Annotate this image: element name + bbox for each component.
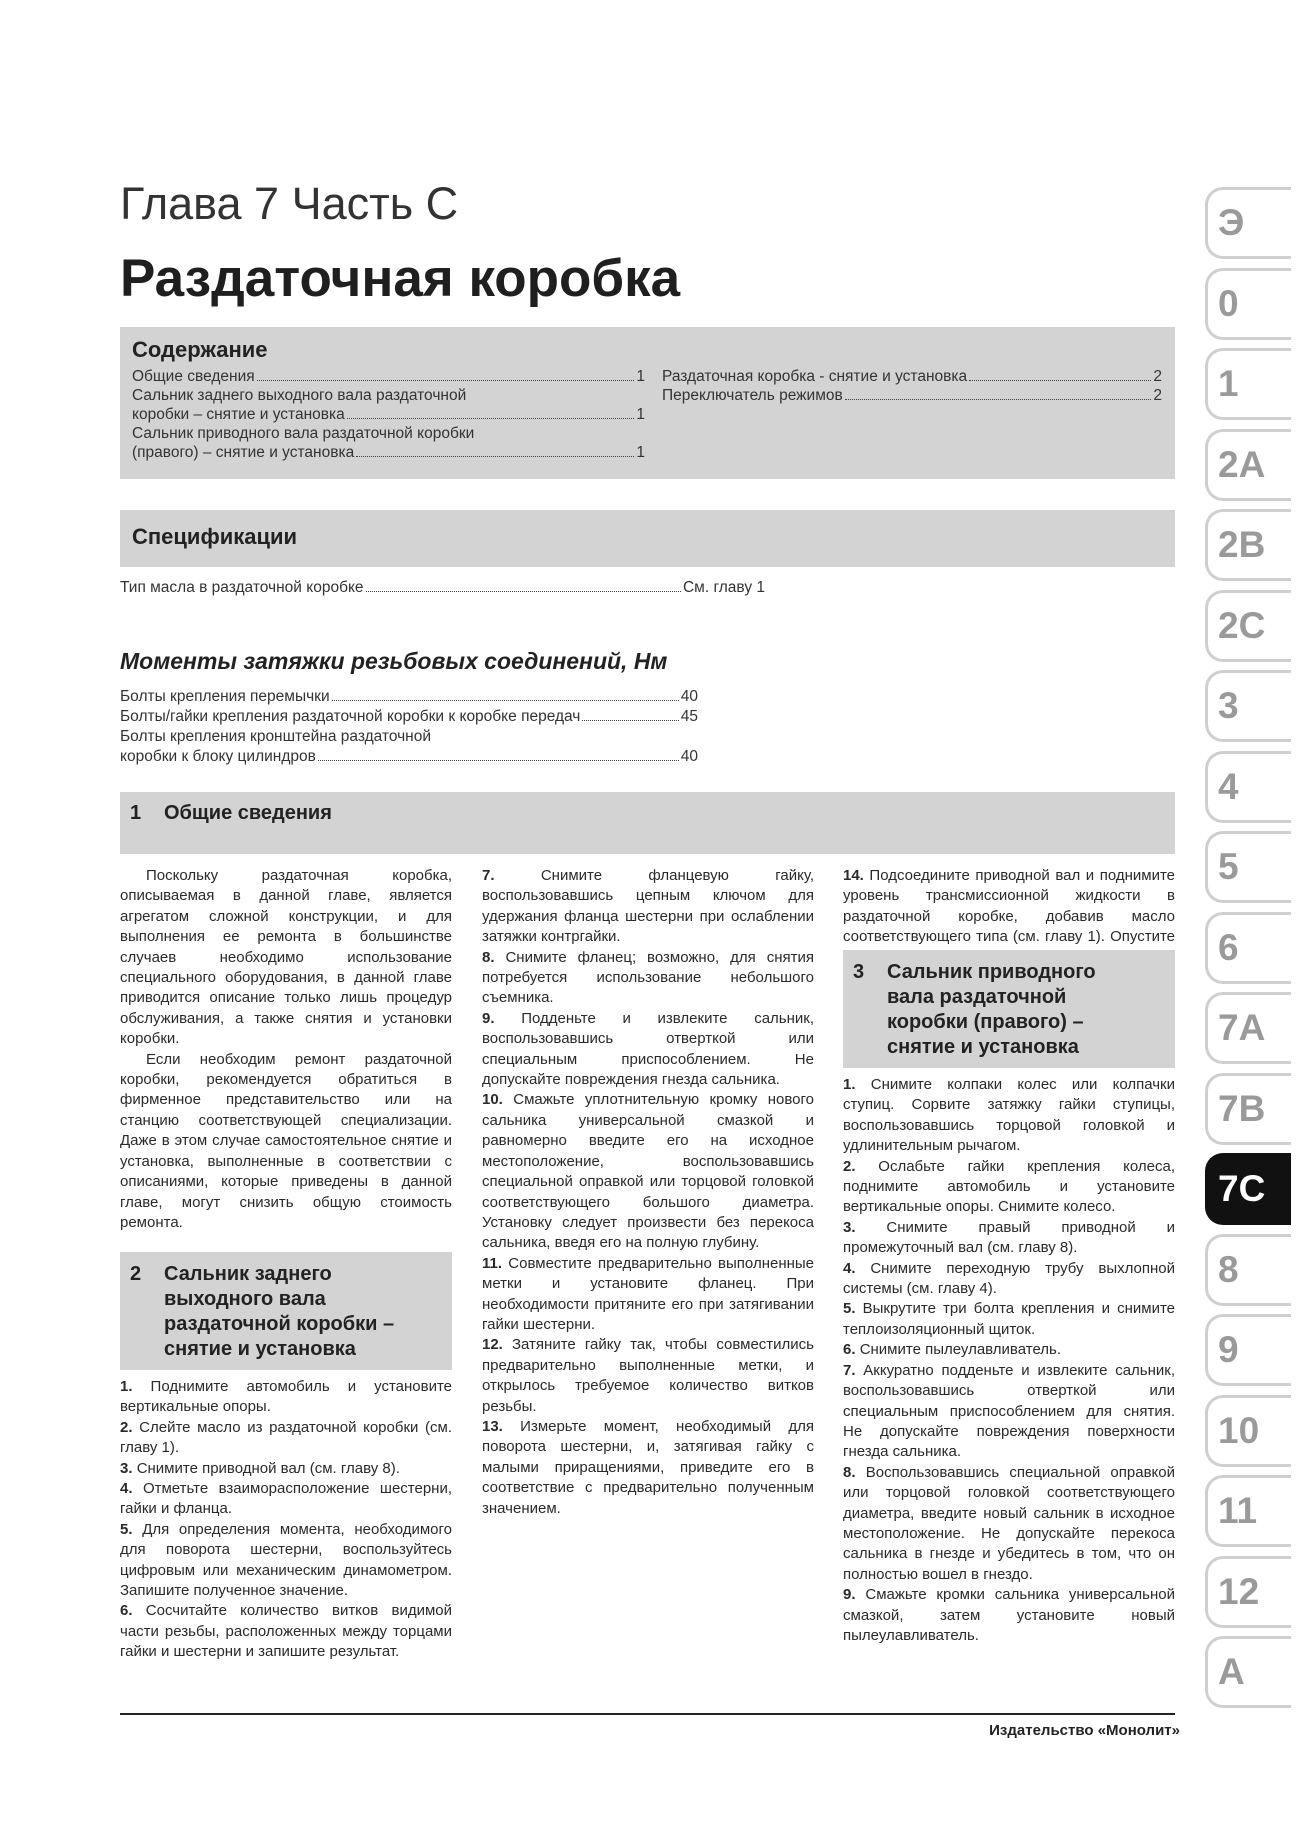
contents-entry-title: Переключатель режимов [662,387,843,404]
step-text: Снимите колпаки колес или колпачки ступиц. Сорвите затяжку гайки ступицы, воспользовавшись торцовой головкой и удлинительным рычагом. [843,1076,1176,1155]
spec-label: Тип масла в раздаточной коробке [120,579,364,596]
chapter-tab-э[interactable]: Э [1205,187,1291,259]
step-item [120,1601,452,1662]
torque-value: 40 [680,748,698,765]
spec-value: См. главу 1 [682,579,765,596]
step-text: Совместите предварительно выполненные метки и установите фланец. При необходимости притяните его при затягивании гайки шестерни. [482,1254,815,1333]
contents-entry [662,367,1162,386]
step-text: Ослабьте гайки крепления колеса, поднимите автомобиль и установите вертикальные опоры. Снимите колесо. [843,1157,1175,1216]
step-number: 1. [120,1378,133,1395]
section-title-line: коробки (правого) – [887,1011,1084,1033]
step-item [482,1090,814,1253]
section-1-text [120,866,452,1233]
section-2-header [120,1252,452,1370]
leader-dots [257,380,635,381]
leader-dots [318,760,679,761]
step-item [120,1377,452,1418]
step-text: Подсоедините приводной вал и поднимите уровень трансмиссионной жидкости в раздаточной коробке, добавив масло соответствующего типа (см. главу 1). Опустите [843,867,1175,946]
step-item [843,1075,1175,1157]
step-number: 3. [120,1459,133,1477]
step-item [482,948,814,1009]
step-text: Снимите фланцевую гайку, воспользовавшись цепным ключом для удержания фланца шестерни при ослаблении затяжки контргайки. [482,867,815,946]
step-text: Снимите переходную трубу выхлопной системы (см. главу 4). [843,1259,1175,1298]
step-text: Выкрутите три болта крепления и снимите теплоизоляционный щиток. [843,1300,1175,1338]
step-text: Затяните гайку так, чтобы совместились предварительно выполненные метки, и открылось требуемое количество витков резьбы. [482,1336,814,1415]
step-text: Для определения момента, необходимого для поворота шестерни, воспользуйтесь цифровым или механическим динамометром. Запишите полученное значение. [120,1520,452,1600]
chapter-tab-12[interactable]: 12 [1205,1556,1291,1628]
torque-item [120,747,698,766]
section-title-line: снятие и установка [164,1338,356,1360]
leader-dots [582,720,678,721]
step-number: 7. [843,1361,856,1379]
section-title: Общие сведения [164,802,332,824]
leader-dots [366,591,681,592]
step-item [843,1340,1175,1360]
step-item [482,1254,814,1336]
leader-dots [347,418,635,419]
section-number: 1 [130,802,142,824]
step-item [482,1335,814,1417]
step-item [120,1418,452,1459]
chapter-tab-2b[interactable]: 2B [1205,509,1291,581]
step-item [482,1417,814,1519]
chapter-tab-0[interactable]: 0 [1205,268,1291,340]
chapter-tab-9[interactable]: 9 [1205,1314,1291,1386]
section-2-steps [120,1377,452,1663]
section-title-line: раздаточной коробки – [164,1313,395,1335]
torque-item-label: Болты крепления перемычки [120,688,330,705]
step-number: 14. [843,867,864,884]
section-title-line: выходного вала [164,1288,326,1310]
leader-dots [845,399,1152,400]
step-item [843,1463,1175,1585]
step-text: Снимите правый приводной и промежуточный вал (см. главу 8). [843,1218,1176,1257]
step-number: 9. [843,1586,856,1604]
step-text: Подденьте и извлеките сальник, воспользовавшись отверткой или специальным приспособлением. Не допускайте повреждения гнезда сальника. [482,1009,814,1089]
step-number: 3. [843,1218,856,1236]
step-text: Аккуратно подденьте и извлеките сальник, воспользовавшись отверткой или специальным приспособлением для снятия. Не допускайте повреждения поверхности гнезда сальника. [843,1361,1175,1461]
step-text: Снимите приводной вал (см. главу 8). [136,1459,400,1477]
step-item [843,1585,1175,1646]
torque-value: 45 [680,708,698,725]
step-item [482,1009,814,1091]
page-number: 1 [636,406,645,423]
section-2-steps-continued [482,866,814,1519]
chapter-tab-1[interactable]: 1 [1205,348,1291,420]
chapter-tab-a[interactable]: A [1205,1636,1291,1708]
step-text: Воспользовавшись специальной оправкой или торцовой головкой соответствующего диаметра, введите новый сальник в исходное местоположение. Не допускайте перекоса сальника в гнезде и убедитесь в том, что он полностью вошел в гнездо. [843,1463,1176,1583]
contents-entry [132,367,645,386]
section-title-line: Сальник приводного [887,961,1096,983]
chapter-label: Глава 7 Часть С [120,178,459,229]
section-number: 3 [853,961,865,983]
step-number: 12. [482,1336,503,1354]
chapter-tab-7b[interactable]: 7B [1205,1073,1291,1145]
step-number: 4. [843,1259,856,1277]
section-title-line: Сальник заднего [164,1263,332,1285]
torque-item-line: Болты крепления кронштейна раздаточной [120,728,432,745]
step-number: 1. [843,1076,856,1093]
column-3-steps [843,1075,1175,1646]
section-title-line: вала раздаточной [887,986,1067,1008]
torque-item-label: Болты/гайки крепления раздаточной коробки к коробке передач [120,708,581,725]
step-item [843,1218,1175,1259]
step-item [843,1157,1175,1218]
torque-item-label: коробки к блоку цилиндров [120,748,316,765]
chapter-tab-7a[interactable]: 7A [1205,992,1291,1064]
paragraph: Поскольку раздаточная коробка, описываемая в данной главе, является агрегатом сложной конструкции, и для выполнения ее ремонта в большинстве случаев необходимо использование специального оборудования, в данной главе приводится описание только лишь процедур обслуживания, а также снятия и установки коробки. [120,867,452,1048]
contents-heading: Содержание [132,337,268,362]
chapter-tab-6[interactable]: 6 [1205,912,1291,984]
step-item [843,1361,1175,1463]
contents-entry [132,443,645,462]
step-text: Слейте масло из раздаточной коробки (см. главу 1). [120,1418,452,1457]
step-text: Снимите фланец; возможно, для снятия потребуется использование небольшого съемника. [482,948,814,1007]
step-number: 5. [843,1300,856,1318]
contents-entry-title: Раздаточная коробка - снятие и установка [662,368,968,385]
specifications-heading: Спецификации [132,524,298,549]
contents-entry-line: Сальник заднего выходного вала раздаточной [132,387,467,404]
leader-dots [969,380,1151,381]
page-title: Раздаточная коробка [120,249,681,308]
page-number: 2 [1153,387,1162,404]
step-number: 8. [482,948,495,966]
step-number: 6. [843,1341,856,1359]
torque-item [120,687,698,706]
contents-entry-line: Сальник приводного вала раздаточной коробки [132,425,475,442]
contents-box [120,327,1175,479]
leader-dots [332,700,679,701]
section-1-header [120,792,1175,854]
publisher-footer: Издательство «Монолит» [989,1722,1180,1739]
step-text: Измерьте момент, необходимый для поворота шестерни, и, затягивая гайку с малыми приращениями, приведите его в соответствие с предварительно полученным значением. [482,1417,814,1517]
contents-entry-title: (правого) – снятие и установка [132,444,355,461]
chapter-tab-2a[interactable]: 2A [1205,429,1291,501]
step-item [120,1520,452,1602]
step-text: Смажьте кромки сальника универсальной смазкой, затем установите новый пылеулавливатель. [843,1586,1175,1644]
step-item [482,866,814,948]
chapter-tab-2c[interactable]: 2C [1205,590,1291,662]
step-number: 9. [482,1009,495,1027]
step-item [120,1459,452,1479]
step-text: Снимите пылеулавливатель. [859,1341,1062,1359]
step-number: 8. [843,1463,856,1481]
torque-heading: Моменты затяжки резьбовых соединений, Нм [120,648,668,674]
torque-value: 40 [680,688,698,705]
step-number: 2. [843,1157,856,1175]
step-number: 4. [120,1480,133,1498]
page-number: 1 [636,368,645,385]
column-2 [482,866,814,1519]
step-text: Поднимите автомобиль и установите вертикальные опоры. [120,1378,452,1416]
step-number: 6. [120,1602,133,1620]
column-1-steps [120,1377,452,1663]
section-3-steps [843,1075,1175,1646]
chapter-tab-8[interactable]: 8 [1205,1234,1291,1306]
step-text: Отметьте взаиморасположение шестерни, гайки и фланца. [120,1480,453,1518]
step-item [843,1299,1175,1340]
chapter-tab-5[interactable]: 5 [1205,831,1291,903]
step-number: 10. [482,1091,503,1109]
section-title [887,960,1096,1060]
step-text: Сосчитайте количество витков видимой части резьбы, расположенных между торцами гайки и шестерни и запишите результат. [120,1602,452,1661]
chapter-tab-10[interactable]: 10 [1205,1395,1291,1467]
leader-dots [356,456,634,457]
section-title-line: снятие и установка [887,1036,1079,1058]
step-text: Смажьте уплотнительную кромку нового сальника универсальной смазкой и равномерно введите его на исходное местоположение, воспользовавшись специальной оправкой или торцовой головкой соответствующего большого диаметра. Установку следует произвести без перекоса сальника, введя его на полную глубину. [482,1091,814,1252]
column-1 [120,866,452,1233]
contents-entry-title: коробки – снятие и установка [132,406,345,423]
spec-oil-type [120,578,765,597]
step-item [120,1479,452,1520]
step-number: 7. [482,867,495,884]
torque-item [120,707,698,726]
page-number: 1 [636,444,645,461]
step-number: 13. [482,1417,503,1435]
specifications-box [120,510,1175,567]
paragraph: Если необходим ремонт раздаточной коробки, рекомендуется обратиться в фирменное представительство или на станцию соответствующей специализации. Даже в этом случае самостоятельное снятие и установка, выполненные в соответствии с описаниями, которые приведены в данной главе, могут снизить общую стоимость ремонта. [120,1050,452,1231]
step-item [843,1259,1175,1300]
section-3-header [843,950,1175,1068]
section-title [164,1262,394,1362]
step-number: 5. [120,1520,133,1538]
section-number: 2 [130,1263,142,1285]
contents-entry-title: Общие сведения [132,368,255,385]
chapter-tab-3[interactable]: 3 [1205,670,1291,742]
contents-entry [132,405,645,424]
step-number: 2. [120,1418,133,1436]
chapter-tab-11[interactable]: 11 [1205,1475,1291,1547]
contents-entry [662,386,1162,405]
page-number: 2 [1153,368,1162,385]
chapter-tab-7c[interactable]: 7C [1205,1153,1291,1225]
chapter-tab-4[interactable]: 4 [1205,751,1291,823]
step-number: 11. [482,1254,503,1272]
footer-rule [120,1713,1175,1715]
